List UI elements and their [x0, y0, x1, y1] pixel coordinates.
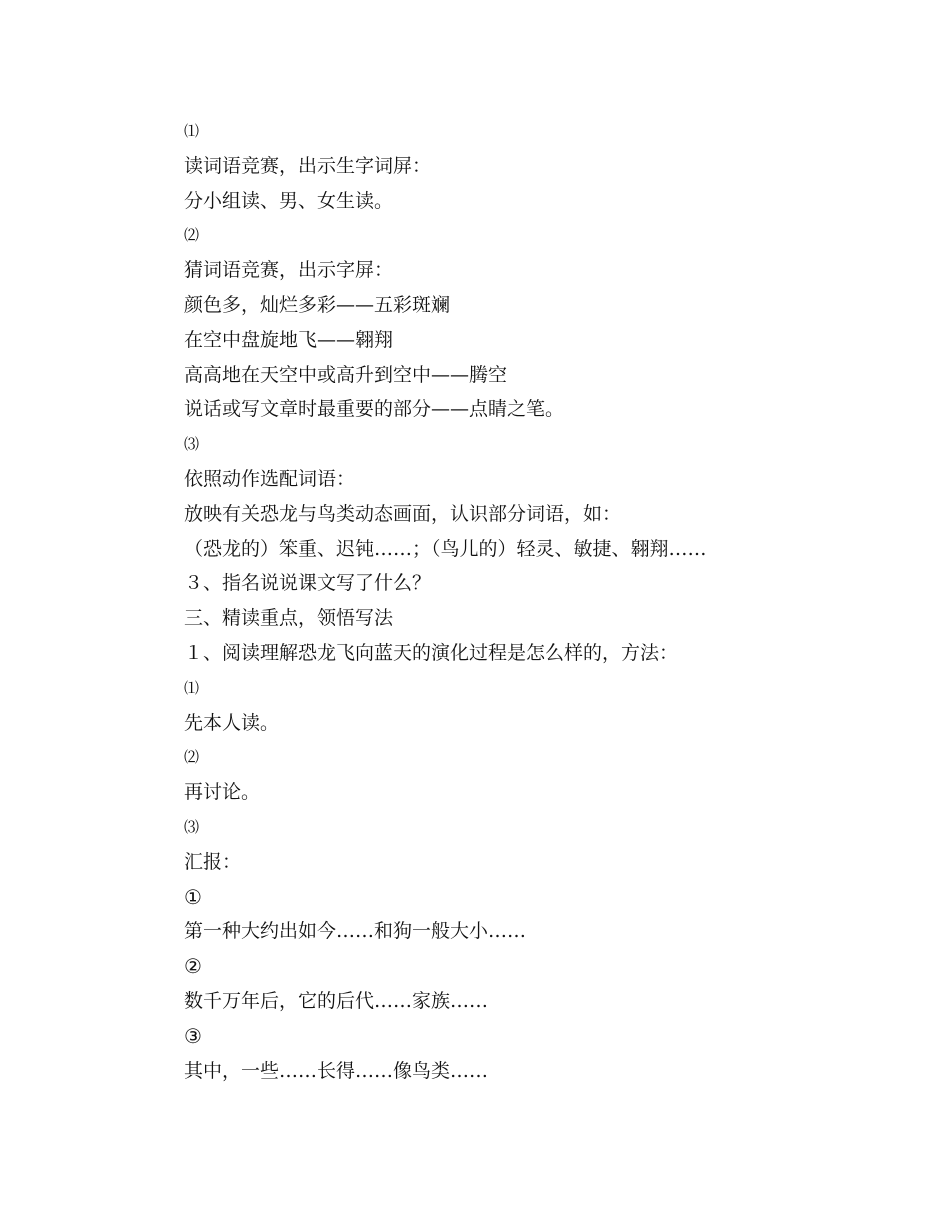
text-line: 三、精读重点，领悟写法 — [184, 607, 394, 630]
text-line: （恐龙的）笨重、迟钝……；（鸟儿的）轻灵、敏捷、翱翔…… — [184, 537, 707, 560]
text-line: 说话或写文章时最重要的部分——点睛之笔。 — [184, 398, 565, 421]
text-line: 分小组读、男、女生读。 — [184, 189, 394, 212]
text-line: 猜词语竞赛，出示字屏： — [184, 259, 394, 282]
text-line: 读词语竞赛，出示生字词屏： — [184, 154, 432, 177]
text-line: 第一种大约出如今……和狗一般大小…… — [184, 920, 527, 943]
text-line: 先本人读。 — [184, 711, 280, 734]
text-line: ⑵ — [184, 226, 200, 245]
text-line: 数千万年后，它的后代……家族…… — [184, 989, 489, 1012]
text-line: 再讨论。 — [184, 781, 261, 804]
text-line: ② — [184, 954, 202, 979]
text-line: ⑶ — [184, 435, 200, 454]
text-line: 放映有关恐龙与鸟类动态画面，认识部分词语，如： — [184, 502, 622, 525]
text-line: ⑴ — [184, 122, 200, 140]
text-line: １、阅读理解恐龙飞向蓝天的演化过程是怎么样的，方法： — [184, 641, 679, 664]
text-line: 高高地在天空中或高升到空中——腾空 — [184, 363, 508, 386]
text-line: 汇报： — [184, 850, 242, 873]
text-line: ３、指名说说课文写了什么？ — [184, 572, 432, 595]
document-body — [184, 114, 864, 1088]
text-line: 依照动作选配词语： — [184, 467, 356, 490]
text-line: 其中，一些……长得……像鸟类…… — [184, 1059, 489, 1082]
text-line: 在空中盘旋地飞——翱翔 — [184, 328, 394, 351]
text-line: 颜色多，灿烂多彩——五彩斑斓 — [184, 293, 451, 316]
text-line: ① — [184, 884, 202, 909]
text-line: ⑴ — [184, 678, 200, 697]
text-line: ⑶ — [184, 817, 200, 836]
text-line: ⑵ — [184, 748, 200, 767]
text-line: ③ — [184, 1023, 202, 1048]
